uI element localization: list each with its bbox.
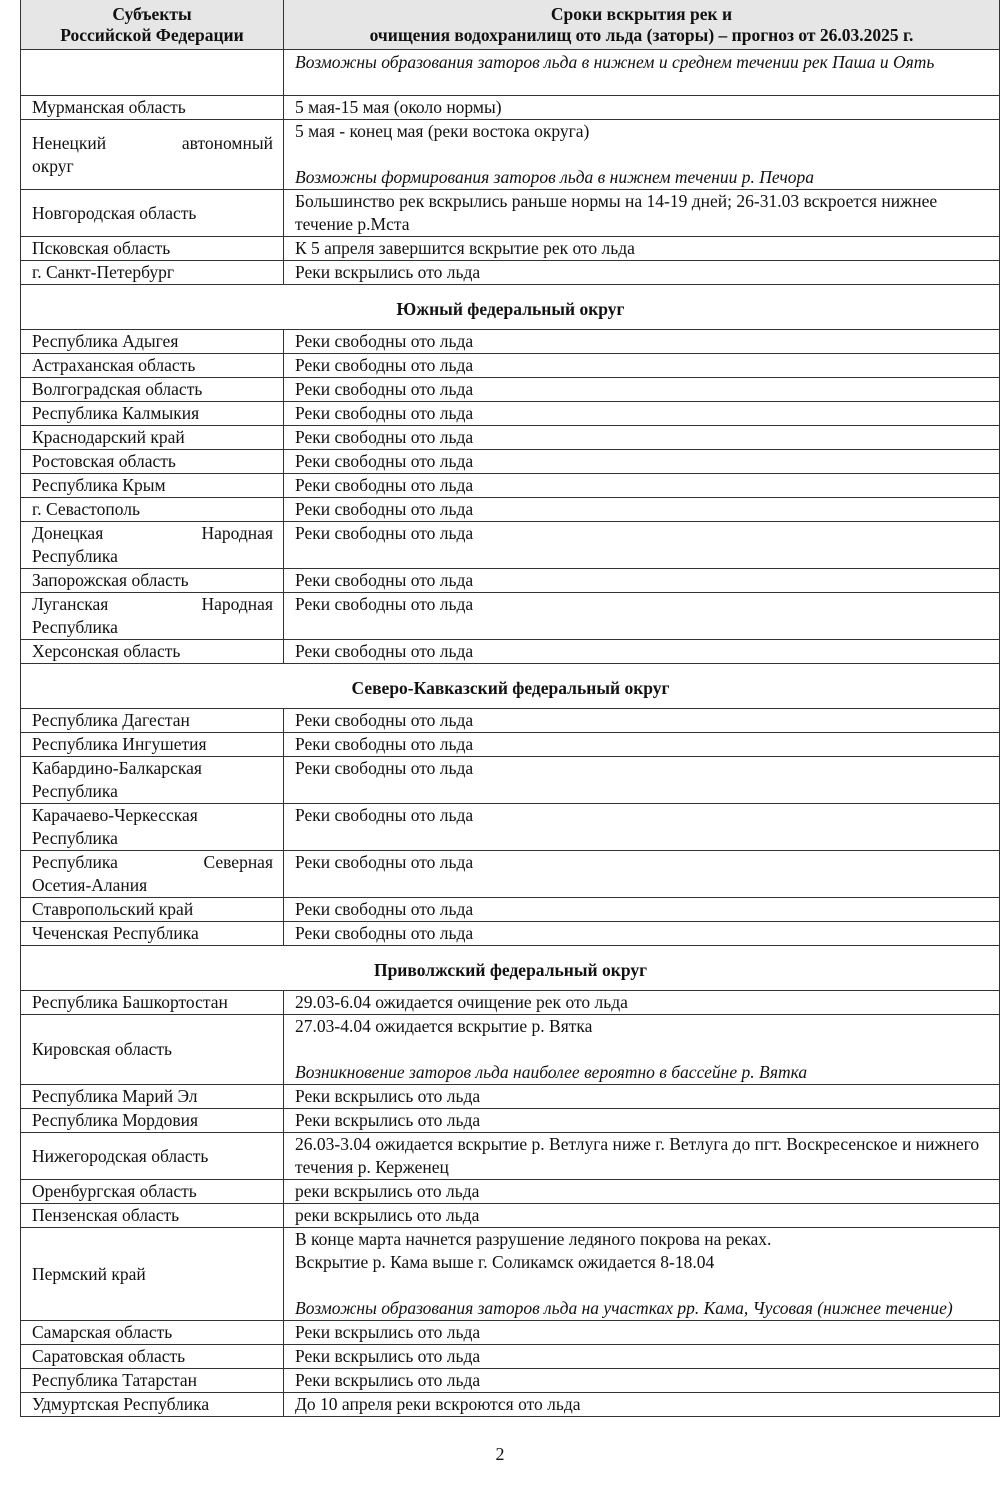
table-row [21,757,1000,804]
table-row [21,709,1000,733]
table-row [21,354,1000,378]
forecast-cell: реки вскрылись ото льда [284,1180,1000,1204]
forecast-cell: Реки свободны ото льда [284,378,1000,402]
region-cell: Астраханская область [21,354,284,378]
table-row [21,1369,1000,1393]
region-cell: Оренбургская область [21,1180,284,1204]
table-row [21,96,1000,120]
region-cell: Донецкая Народная Республика [21,522,284,569]
forecast-cell: Реки свободны ото льда [284,922,1000,946]
table-row [21,922,1000,946]
region-cell: Республика Северная Осетия-Алания [21,851,284,898]
section-header-row [21,285,1000,330]
header-regions: Субъекты Российской Федерации [21,0,284,50]
table-row [21,450,1000,474]
region-cell: Республика Татарстан [21,1369,284,1393]
region-cell: Республика Калмыкия [21,402,284,426]
region-cell: Карачаево-Черкесская Республика [21,804,284,851]
table-row [21,50,1000,96]
forecast-cell: Реки вскрылись ото льда [284,1085,1000,1109]
table-header-row [21,0,1000,50]
region-cell: Республика Крым [21,474,284,498]
table-row [21,640,1000,664]
region-cell: Мурманская область [21,96,284,120]
region-cell: Республика Марий Эл [21,1085,284,1109]
forecast-cell: Реки вскрылись ото льда [284,1345,1000,1369]
region-cell: Пермский край [21,1228,284,1321]
region-cell: Новгородская область [21,190,284,237]
section-title-south: Южный федеральный округ [21,285,1000,330]
forecast-cell: 27.03-4.04 ожидается вскрытие р. Вятка Возникновение заторов льда наиболее вероятно в бассейне р. Вятка [284,1015,1000,1085]
table-row [21,402,1000,426]
region-cell: Республика Башкортостан [21,991,284,1015]
table-row [21,898,1000,922]
forecast-cell: Реки свободны ото льда [284,354,1000,378]
table-row [21,1180,1000,1204]
table-row [21,190,1000,237]
table-row [21,1345,1000,1369]
forecast-cell: Реки свободны ото льда [284,450,1000,474]
forecast-cell: Реки вскрылись ото льда [284,1369,1000,1393]
forecast-cell: Реки свободны ото льда [284,709,1000,733]
region-cell: г. Севастополь [21,498,284,522]
forecast-cell: Реки свободны ото льда [284,593,1000,640]
table-row [21,522,1000,569]
region-cell: Херсонская область [21,640,284,664]
forecast-cell: Реки свободны ото льда [284,474,1000,498]
region-cell: Самарская область [21,1321,284,1345]
table-row [21,804,1000,851]
region-cell: Чеченская Республика [21,922,284,946]
forecast-cell: Реки свободны ото льда [284,330,1000,354]
forecast-cell: Реки свободны ото льда [284,522,1000,569]
forecast-cell: 26.03-3.04 ожидается вскрытие р. Ветлуга ниже г. Ветлуга до пгт. Воскресенское и нижнего течения р. Керженец [284,1133,1000,1180]
region-cell: Нижегородская область [21,1133,284,1180]
table-row [21,330,1000,354]
region-cell: Республика Дагестан [21,709,284,733]
region-cell: Псковская область [21,237,284,261]
forecast-cell: Реки свободны ото льда [284,426,1000,450]
forecast-cell: Реки вскрылись ото льда [284,1321,1000,1345]
forecast-cell: Реки вскрылись ото льда [284,1109,1000,1133]
forecast-cell: Реки вскрылись ото льда [284,261,1000,285]
table-row [21,120,1000,190]
table-row [21,426,1000,450]
section-title-volga: Приволжский федеральный округ [21,946,1000,991]
forecast-cell: Большинство рек вскрылись раньше нормы на 14-19 дней; 26-31.03 вскроется нижнее течение р.Мста [284,190,1000,237]
table-row [21,1133,1000,1180]
jam-note: Возникновение заторов льда наиболее вероятно в бассейне р. Вятка [295,1062,808,1082]
region-cell: Пензенская область [21,1204,284,1228]
forecast-cell: реки вскрылись ото льда [284,1204,1000,1228]
table-row [21,593,1000,640]
forecast-cell: Реки свободны ото льда [284,402,1000,426]
table-row [21,1321,1000,1345]
region-cell: г. Санкт-Петербург [21,261,284,285]
forecast-cell: К 5 апреля завершится вскрытие рек ото льда [284,237,1000,261]
table-row [21,1109,1000,1133]
forecast-cell: Реки свободны ото льда [284,804,1000,851]
forecast-cell: Реки свободны ото льда [284,898,1000,922]
jam-note: Возможны формирования заторов льда в нижнем течении р. Печора [295,167,815,187]
table-row [21,569,1000,593]
table-row [21,1228,1000,1321]
table-row [21,1015,1000,1085]
jam-note: Возможны образования заторов льда на участках рр. Кама, Чусовая (нижнее течение) [295,1298,953,1318]
region-cell: Запорожская область [21,569,284,593]
region-cell: Кировская область [21,1015,284,1085]
table-row [21,1393,1000,1417]
table-row [21,378,1000,402]
region-cell: Республика Мордовия [21,1109,284,1133]
table-row [21,1085,1000,1109]
forecast-cell: Реки свободны ото льда [284,640,1000,664]
region-cell: Республика Адыгея [21,330,284,354]
table-row [21,474,1000,498]
table-row [21,733,1000,757]
forecast-cell: Реки свободны ото льда [284,569,1000,593]
forecast-cell: До 10 апреля реки вскроются ото льда [284,1393,1000,1417]
section-title-north-caucasus: Северо-Кавказский федеральный округ [21,664,1000,709]
region-cell: Саратовская область [21,1345,284,1369]
jam-note: Возможны образования заторов льда в нижнем и среднем течении рек Паша и Оять [295,52,935,72]
region-cell: Краснодарский край [21,426,284,450]
table-row [21,237,1000,261]
region-cell [21,50,284,96]
table-row [21,851,1000,898]
forecast-cell: 5 мая - конец мая (реки востока округа) Возможны формирования заторов льда в нижнем течении р. Печора [284,120,1000,190]
section-header-row [21,946,1000,991]
header-forecast: Сроки вскрытия рек и очищения водохранилищ ото льда (заторы) – прогноз от 26.03.2025 г. [284,0,1000,50]
table-row [21,498,1000,522]
region-cell: Волгоградская область [21,378,284,402]
forecast-cell: В конце марта начнется разрушение ледяного покрова на реках. Вскрытие р. Кама выше г. Соликамск ожидается 8-18.04 Возможны образования заторов льда на участках рр. Кама, Чусовая (нижнее течение) [284,1228,1000,1321]
table-row [21,1204,1000,1228]
region-cell: Ненецкий автономный округ [21,120,284,190]
table-row [21,991,1000,1015]
region-cell: Кабардино-Балкарская Республика [21,757,284,804]
region-cell: Ростовская область [21,450,284,474]
table-row [21,261,1000,285]
forecast-cell: Реки свободны ото льда [284,498,1000,522]
forecast-cell: Реки свободны ото льда [284,733,1000,757]
forecast-cell: 5 мая-15 мая (около нормы) [284,96,1000,120]
forecast-cell: 29.03-6.04 ожидается очищение рек ото льда [284,991,1000,1015]
ice-forecast-table [20,0,1000,1417]
forecast-cell [284,50,1000,96]
region-cell: Луганская Народная Республика [21,593,284,640]
region-cell: Ставропольский край [21,898,284,922]
region-cell: Республика Ингушетия [21,733,284,757]
page-number: 2 [495,1444,505,1464]
region-cell: Удмуртская Республика [21,1393,284,1417]
section-header-row [21,664,1000,709]
forecast-cell: Реки свободны ото льда [284,851,1000,898]
forecast-cell: Реки свободны ото льда [284,757,1000,804]
